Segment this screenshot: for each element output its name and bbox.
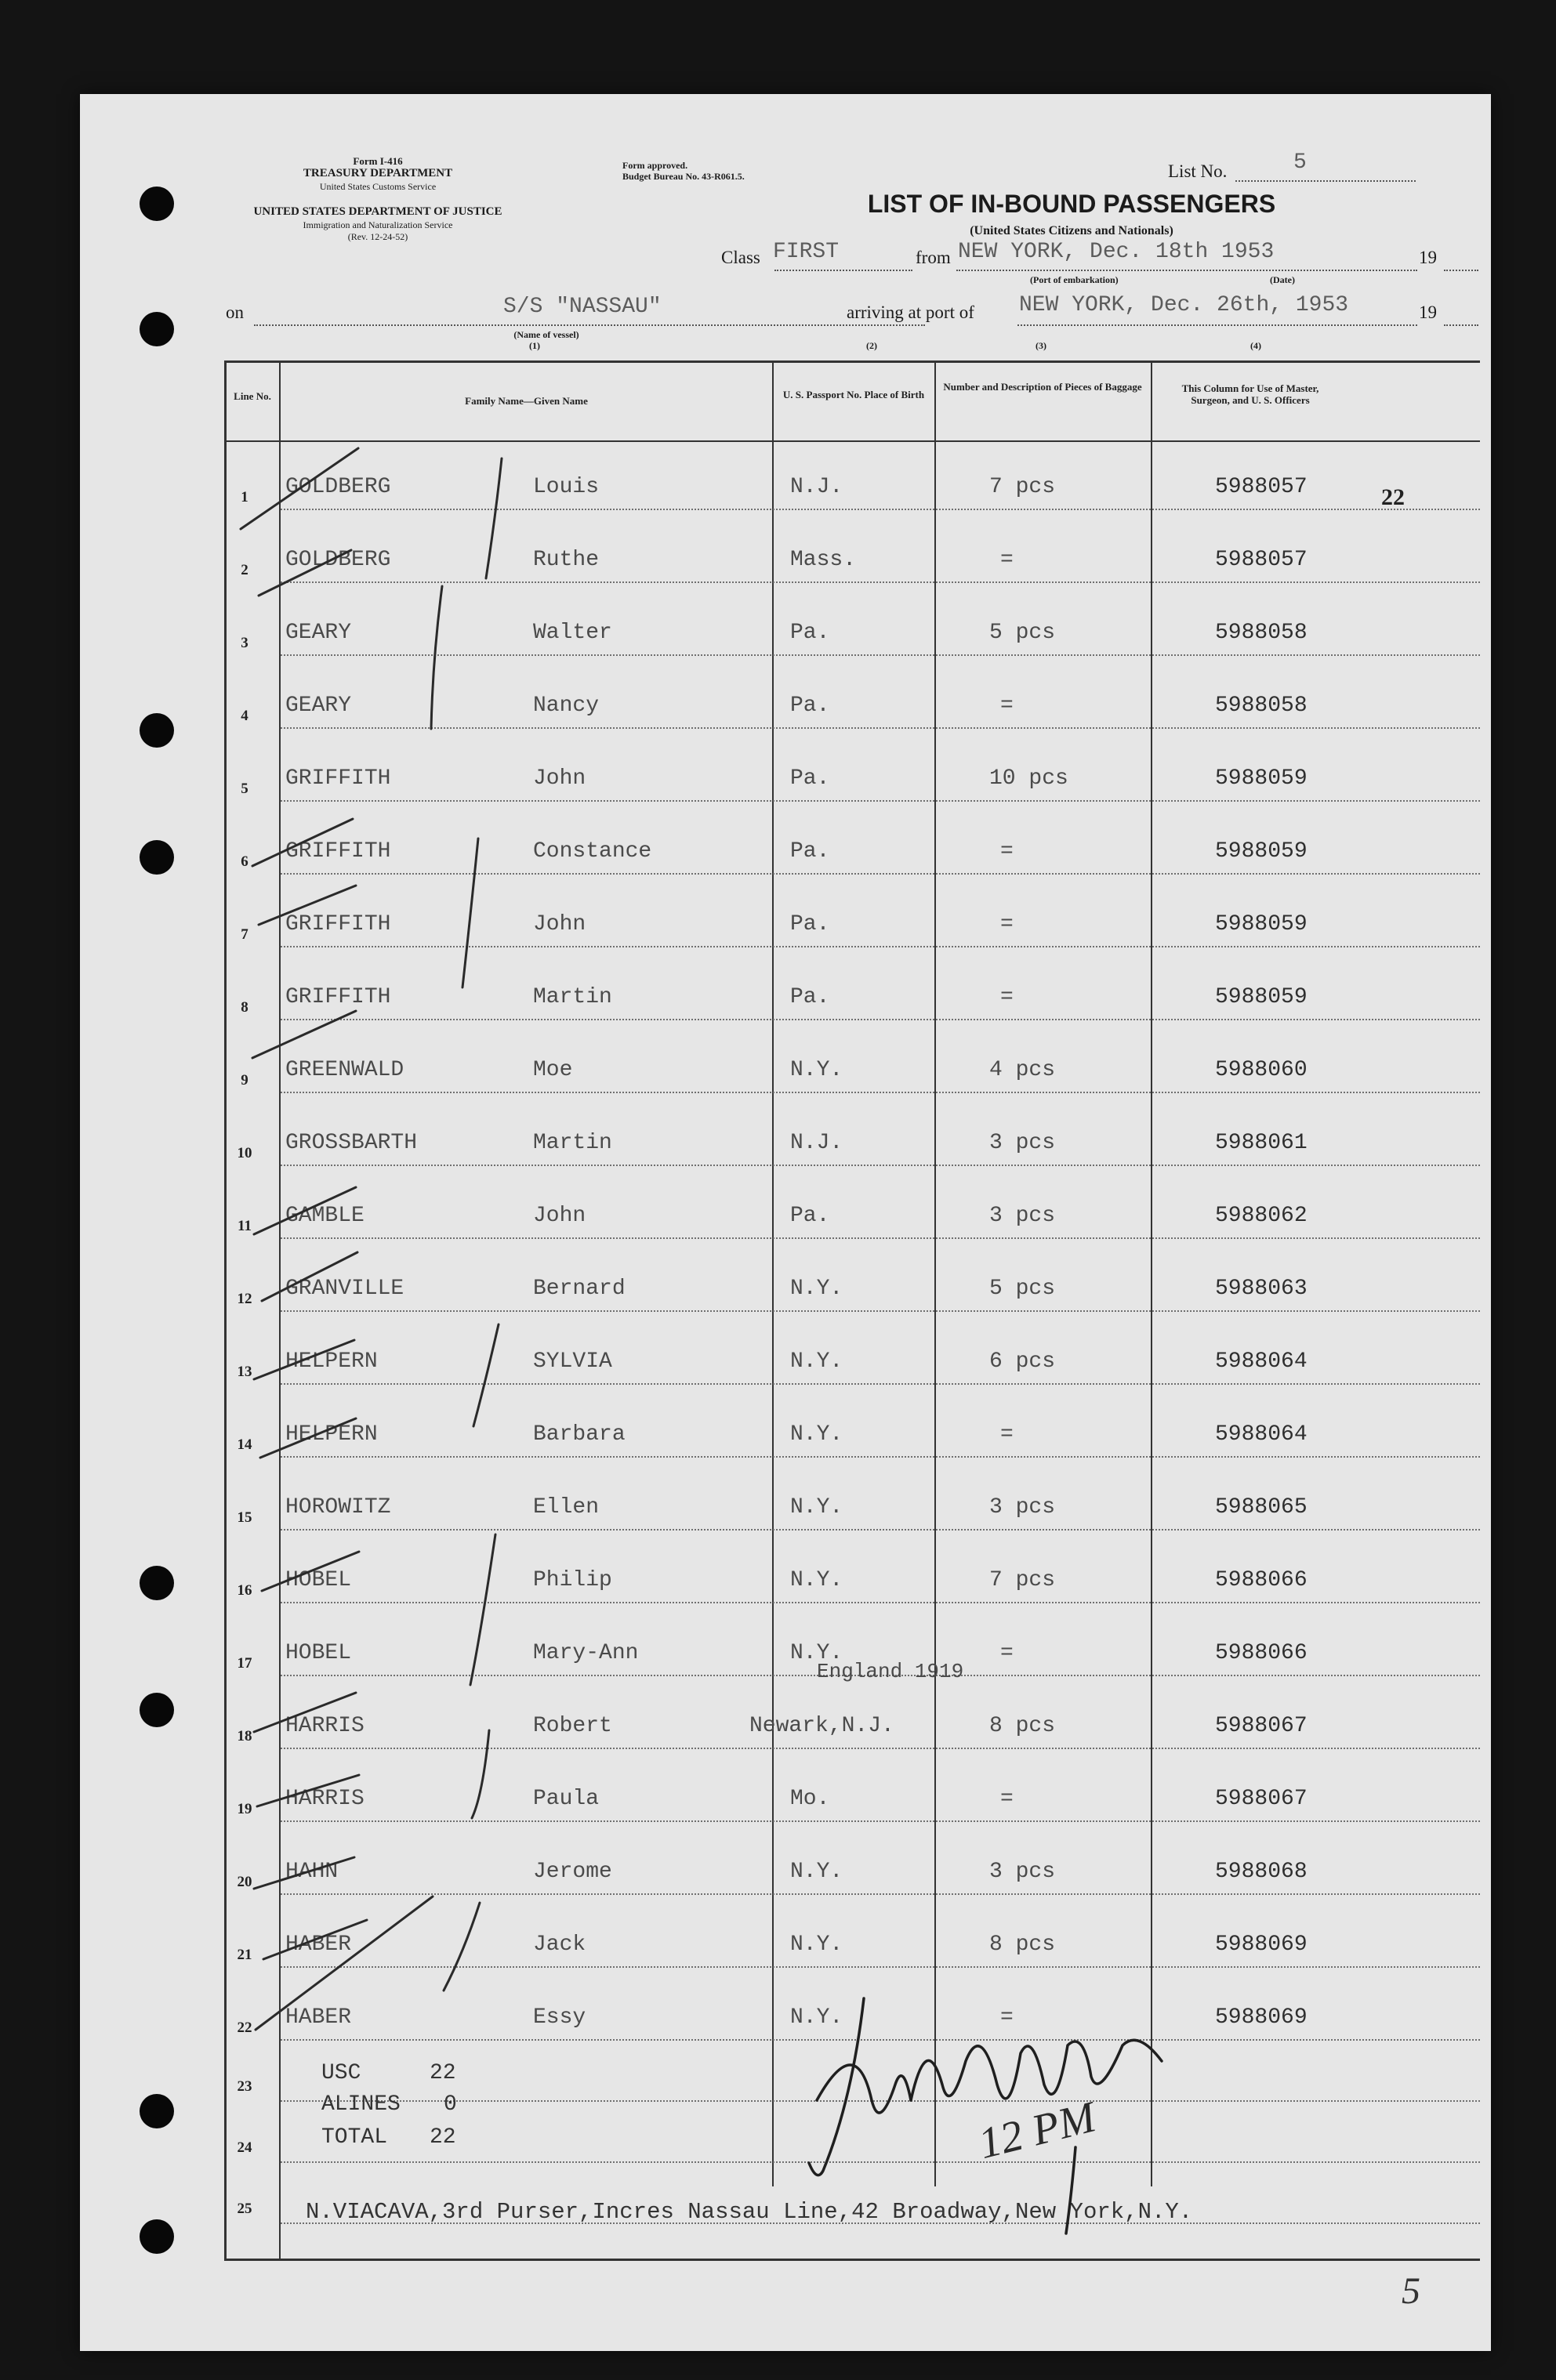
baggage-count: = [1000, 839, 1014, 864]
baggage-count: = [1000, 694, 1014, 718]
page-title: LIST OF IN-BOUND PASSENGERS [867, 190, 1276, 218]
page-subtitle: (United States Citizens and Nationals) [970, 224, 1173, 237]
page-count-annotation: 22 [1381, 484, 1405, 510]
baggage-count: 3 pcs [989, 1204, 1056, 1228]
family-name: HARRIS [285, 1714, 365, 1738]
line-number: 12 [237, 1291, 252, 1307]
baggage-count: = [1000, 2005, 1014, 2030]
from-value: NEW YORK, Dec. 18th 1953 [958, 240, 1275, 264]
place-of-birth: Mo. [790, 1787, 830, 1811]
family-name: HOBEL [285, 1641, 352, 1665]
given-name: Louis [533, 475, 600, 499]
place-of-birth: Pa. [790, 621, 830, 645]
given-name: Jerome [533, 1860, 612, 1884]
baggage-count: = [1000, 1641, 1014, 1665]
given-name: Ruthe [533, 548, 600, 572]
class-value: FIRST [773, 240, 840, 264]
baggage-count: = [1000, 548, 1014, 572]
header-line-no: Line No. [234, 390, 271, 402]
baggage-count: 3 pcs [989, 1131, 1056, 1155]
given-name: SYLVIA [533, 1349, 612, 1374]
arrival-value: NEW YORK, Dec. 26th, 1953 [1019, 293, 1349, 317]
given-name: Bernard [533, 1277, 626, 1301]
family-name: GOLDBERG [285, 475, 391, 499]
header-name: Family Name—Given Name [465, 395, 588, 407]
customs-service: United States Customs Service [319, 181, 437, 192]
family-name: HOROWITZ [285, 1495, 391, 1520]
officer-number: 5988059 [1215, 766, 1308, 791]
line-number: 2 [241, 562, 248, 578]
on-label: on [226, 302, 244, 322]
officer-number: 5988064 [1215, 1349, 1308, 1374]
line-number: 5 [241, 781, 248, 797]
family-name: GOLDBERG [285, 548, 391, 572]
year-suffix-2: 19 [1419, 302, 1437, 322]
baggage-count: = [1000, 1787, 1014, 1811]
officer-number: 5988067 [1215, 1787, 1308, 1811]
officer-number: 5988062 [1215, 1204, 1308, 1228]
vessel-name: S/S "NASSAU" [503, 295, 662, 319]
total-label: TOTAL [321, 2125, 388, 2150]
family-name: GEARY [285, 694, 352, 718]
given-name: Paula [533, 1787, 600, 1811]
baggage-count: 7 pcs [989, 1568, 1056, 1592]
arriving-label: arriving at port of [847, 302, 974, 322]
line-number: 17 [237, 1655, 252, 1672]
family-name: GRIFFITH [285, 839, 391, 864]
family-name: HABER [285, 1933, 352, 1957]
officer-number: 5988066 [1215, 1641, 1308, 1665]
birth-note-england: England 1919 [817, 1660, 964, 1683]
place-of-birth: N.Y. [790, 1349, 843, 1374]
list-number-value: 5 [1293, 150, 1307, 175]
place-of-birth: N.J. [790, 475, 843, 499]
line-number: 11 [238, 1218, 252, 1234]
officer-number: 5988060 [1215, 1058, 1308, 1082]
place-of-birth: N.J. [790, 1131, 843, 1155]
form-approved: Form approved. [622, 160, 688, 171]
given-name: Moe [533, 1058, 573, 1082]
family-name: GEARY [285, 621, 352, 645]
revision-date: (Rev. 12-24-52) [347, 231, 408, 242]
baggage-count: 3 pcs [989, 1495, 1056, 1520]
col-ref-1: (1) [529, 340, 540, 351]
header-officers: This Column for Use of Master, Surgeon, and U. S. Officers [1181, 382, 1319, 406]
family-name: GRIFFITH [285, 912, 391, 936]
budget-bureau: Budget Bureau No. 43-R061.5. [622, 171, 745, 182]
officer-number: 5988064 [1215, 1422, 1308, 1447]
officer-number: 5988063 [1215, 1277, 1308, 1301]
given-name: Jack [533, 1933, 586, 1957]
handwritten-check-marks [80, 94, 1491, 2351]
line-number: 10 [237, 1145, 252, 1161]
from-label: from [916, 248, 951, 267]
given-name: Philip [533, 1568, 612, 1592]
col-ref-3: (3) [1036, 340, 1046, 351]
line-number: 1 [241, 489, 248, 505]
given-name: Constance [533, 839, 652, 864]
line-number: 13 [237, 1364, 252, 1380]
baggage-count: 5 pcs [989, 1277, 1056, 1301]
line-number: 22 [237, 2020, 252, 2036]
officer-number: 5988067 [1215, 1714, 1308, 1738]
officer-number: 5988058 [1215, 621, 1308, 645]
given-name: Mary-Ann [533, 1641, 639, 1665]
officer-number: 5988057 [1215, 548, 1308, 572]
year-suffix: 19 [1419, 248, 1437, 267]
justice-department: UNITED STATES DEPARTMENT OF JUSTICE [253, 205, 502, 218]
line-number: 3 [241, 635, 248, 651]
place-of-birth: N.Y. [790, 2005, 843, 2030]
line-number: 25 [237, 2201, 252, 2217]
list-number-label: List No. [1168, 161, 1228, 181]
header-passport: U. S. Passport No. Place of Birth [782, 389, 925, 400]
form-number: Form I-416 [353, 155, 403, 167]
family-name: HARRIS [285, 1787, 365, 1811]
officer-number: 5988059 [1215, 912, 1308, 936]
port-caption: (Port of embarkation) [1030, 274, 1119, 285]
baggage-count: 7 pcs [989, 475, 1056, 499]
given-name: Essy [533, 2005, 586, 2030]
line-number: 6 [241, 853, 248, 870]
place-of-birth: Pa. [790, 694, 830, 718]
officer-number: 5988059 [1215, 985, 1308, 1009]
given-name: Barbara [533, 1422, 626, 1447]
family-name: HAHN [285, 1860, 339, 1884]
place-of-birth: N.Y. [790, 1641, 843, 1665]
treasury-department: TREASURY DEPARTMENT [303, 167, 453, 179]
col-ref-4: (4) [1250, 340, 1261, 351]
ins-service: Immigration and Naturalization Service [303, 219, 453, 230]
family-name: HABER [285, 2005, 352, 2030]
place-of-birth: Pa. [790, 912, 830, 936]
given-name: Ellen [533, 1495, 600, 1520]
officer-number: 5988061 [1215, 1131, 1308, 1155]
family-name: GAMBLE [285, 1204, 365, 1228]
officer-number: 5988065 [1215, 1495, 1308, 1520]
usc-value: 22 [430, 2061, 456, 2085]
family-name: GROSSBARTH [285, 1131, 418, 1155]
col-ref-2: (2) [866, 340, 877, 351]
place-of-birth: N.Y. [790, 1495, 843, 1520]
date-caption: (Date) [1270, 274, 1295, 285]
family-name: HOBEL [285, 1568, 352, 1592]
place-of-birth: Pa. [790, 1204, 830, 1228]
line-number: 18 [237, 1728, 252, 1744]
place-of-birth: Pa. [790, 839, 830, 864]
officer-number: 5988057 [1215, 475, 1308, 499]
baggage-count: 6 pcs [989, 1349, 1056, 1374]
place-of-birth: N.Y. [790, 1058, 843, 1082]
given-name: Walter [533, 621, 612, 645]
total-value: 22 [430, 2125, 456, 2150]
aliens-label: ALINES [321, 2092, 401, 2117]
given-name: John [533, 766, 586, 791]
place-of-birth: Pa. [790, 985, 830, 1009]
line-number: 4 [241, 708, 248, 724]
family-name: GRIFFITH [285, 985, 391, 1009]
line-number: 8 [241, 999, 248, 1016]
place-of-birth: Mass. [790, 548, 857, 572]
line-number: 14 [237, 1436, 252, 1453]
officer-number: 5988066 [1215, 1568, 1308, 1592]
class-label: Class [721, 248, 760, 267]
place-of-birth: N.Y. [790, 1568, 843, 1592]
baggage-count: = [1000, 1422, 1014, 1447]
baggage-count: 5 pcs [989, 621, 1056, 645]
manifest-sheet [80, 94, 1491, 2351]
corner-page-mark: 5 [1402, 2270, 1420, 2312]
line-number: 24 [237, 2139, 252, 2156]
signature-scrawl [809, 1998, 1162, 2233]
family-name: GRIFFITH [285, 766, 391, 791]
signature-time: 12 PM [974, 2092, 1101, 2169]
place-of-birth: N.Y. [790, 1933, 843, 1957]
baggage-count: 8 pcs [989, 1933, 1056, 1957]
line-number: 23 [237, 2078, 252, 2095]
baggage-count: 10 pcs [989, 766, 1068, 791]
baggage-count: = [1000, 912, 1014, 936]
baggage-count: 8 pcs [989, 1714, 1056, 1738]
purser-footer: N.VIACAVA,3rd Purser,Incres Nassau Line,42 Broadway,New York,N.Y. [306, 2199, 1193, 2225]
line-number: 21 [237, 1947, 252, 1963]
place-of-birth: N.Y. [790, 1860, 843, 1884]
family-name: HELPERN [285, 1349, 378, 1374]
family-name: GRANVILLE [285, 1277, 404, 1301]
vessel-caption: (Name of vessel) [513, 329, 579, 340]
officer-number: 5988058 [1215, 694, 1308, 718]
given-name: John [533, 912, 586, 936]
baggage-count: 4 pcs [989, 1058, 1056, 1082]
officer-number: 5988069 [1215, 1933, 1308, 1957]
line-number: 9 [241, 1072, 248, 1089]
place-of-birth: N.Y. [790, 1422, 843, 1447]
family-name: HELPERN [285, 1422, 378, 1447]
officer-number: 5988069 [1215, 2005, 1308, 2030]
place-of-birth: Newark,N.J. [749, 1714, 894, 1738]
family-name: GREENWALD [285, 1058, 404, 1082]
line-number: 19 [237, 1801, 252, 1817]
given-name: John [533, 1204, 586, 1228]
line-number: 15 [237, 1509, 252, 1526]
officer-number: 5988068 [1215, 1860, 1308, 1884]
line-number: 16 [237, 1582, 252, 1599]
given-name: Nancy [533, 694, 600, 718]
given-name: Robert [533, 1714, 612, 1738]
place-of-birth: N.Y. [790, 1277, 843, 1301]
baggage-count: 3 pcs [989, 1860, 1056, 1884]
officer-number: 5988059 [1215, 839, 1308, 864]
usc-label: USC [321, 2061, 361, 2085]
line-number: 20 [237, 1874, 252, 1890]
line-number: 7 [241, 926, 248, 943]
given-name: Martin [533, 985, 612, 1009]
baggage-count: = [1000, 985, 1014, 1009]
given-name: Martin [533, 1131, 612, 1155]
place-of-birth: Pa. [790, 766, 830, 791]
aliens-value: 0 [444, 2092, 457, 2117]
header-baggage: Number and Description of Pieces of Baggage [943, 381, 1142, 393]
